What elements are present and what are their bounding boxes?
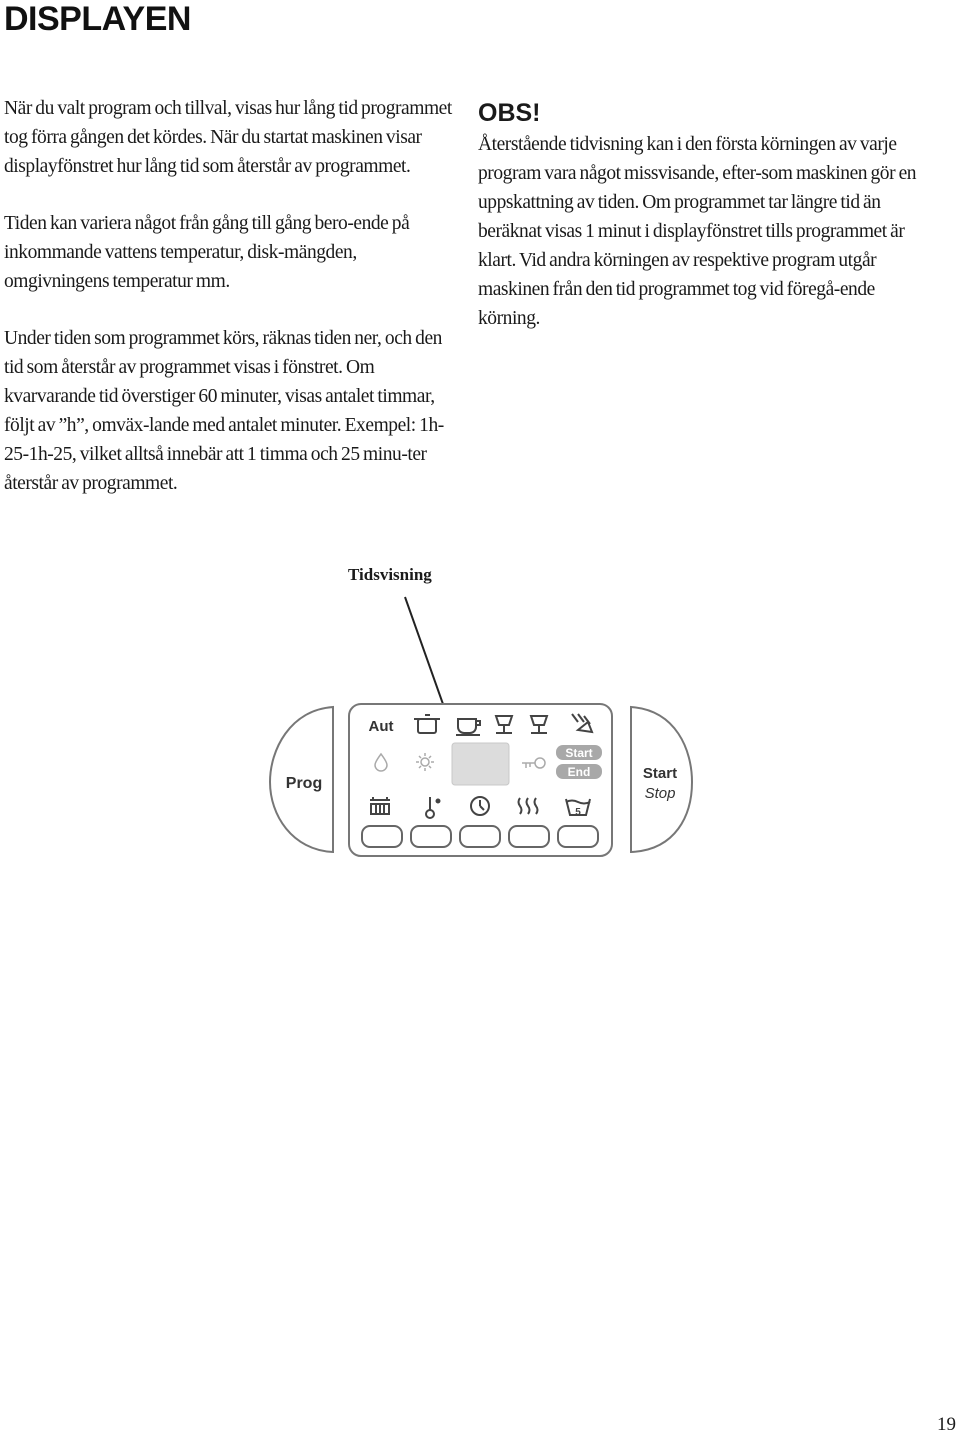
button-1[interactable] xyxy=(362,826,402,847)
button-4[interactable] xyxy=(509,826,549,847)
button-5[interactable] xyxy=(558,826,598,847)
tidsvisning-label: Tidsvisning xyxy=(348,565,432,584)
page-number: 19 xyxy=(937,1414,956,1435)
page-title: DISPLAYEN xyxy=(4,0,191,38)
aut-label: Aut xyxy=(368,718,394,735)
start-label: Start xyxy=(642,765,678,782)
start-end-bottom-label: End xyxy=(567,765,591,779)
start-end-top-label: Start xyxy=(565,746,593,760)
button-3[interactable] xyxy=(460,826,500,847)
obs-heading: OBS! xyxy=(478,99,541,127)
button-2[interactable] xyxy=(411,826,451,847)
stop-label: Stop xyxy=(644,785,676,802)
prog-label: Prog xyxy=(285,775,323,792)
paragraph-3: Under tiden som programmet körs, räknas tiden ner, och den tid som återstår av programmet visas i fönstret. Om kvarvarande tid överstiger 60 minuter, visas antalet timmar, följt av ”h”, omväx-lande med antalet minuter. Exempel: 1h-25-1h-25, vilket alltså innebär att 1 timma och 25 minu-ter återstår av programmet. xyxy=(4,328,444,494)
rinse-number: 5 xyxy=(575,807,581,818)
obs-paragraph: Återstående tidvisning kan i den första körningen av varje program vara något missvisande, efter-som maskinen gör en uppskattning av tiden. Om programmet tar längre tid än beräknat visas 1 minut i displayfönstret tills programmet är klart. Vid andra körningen av respektive program utgår maskinen från den tid programmet tog vid föregå-ende körning. xyxy=(478,134,917,329)
paragraph-2: Tiden kan variera något från gång till gång bero-ende på inkommande vattens temperatur, disk-mängden, omgivningens temperatur mm. xyxy=(4,213,410,292)
time-display-window xyxy=(452,743,509,785)
paragraph-1: När du valt program och tillval, visas hur lång tid programmet tog förra gången det kördes. När du startat maskinen visar displayfönstret hur lång tid som återstår av programmet. xyxy=(4,98,452,177)
